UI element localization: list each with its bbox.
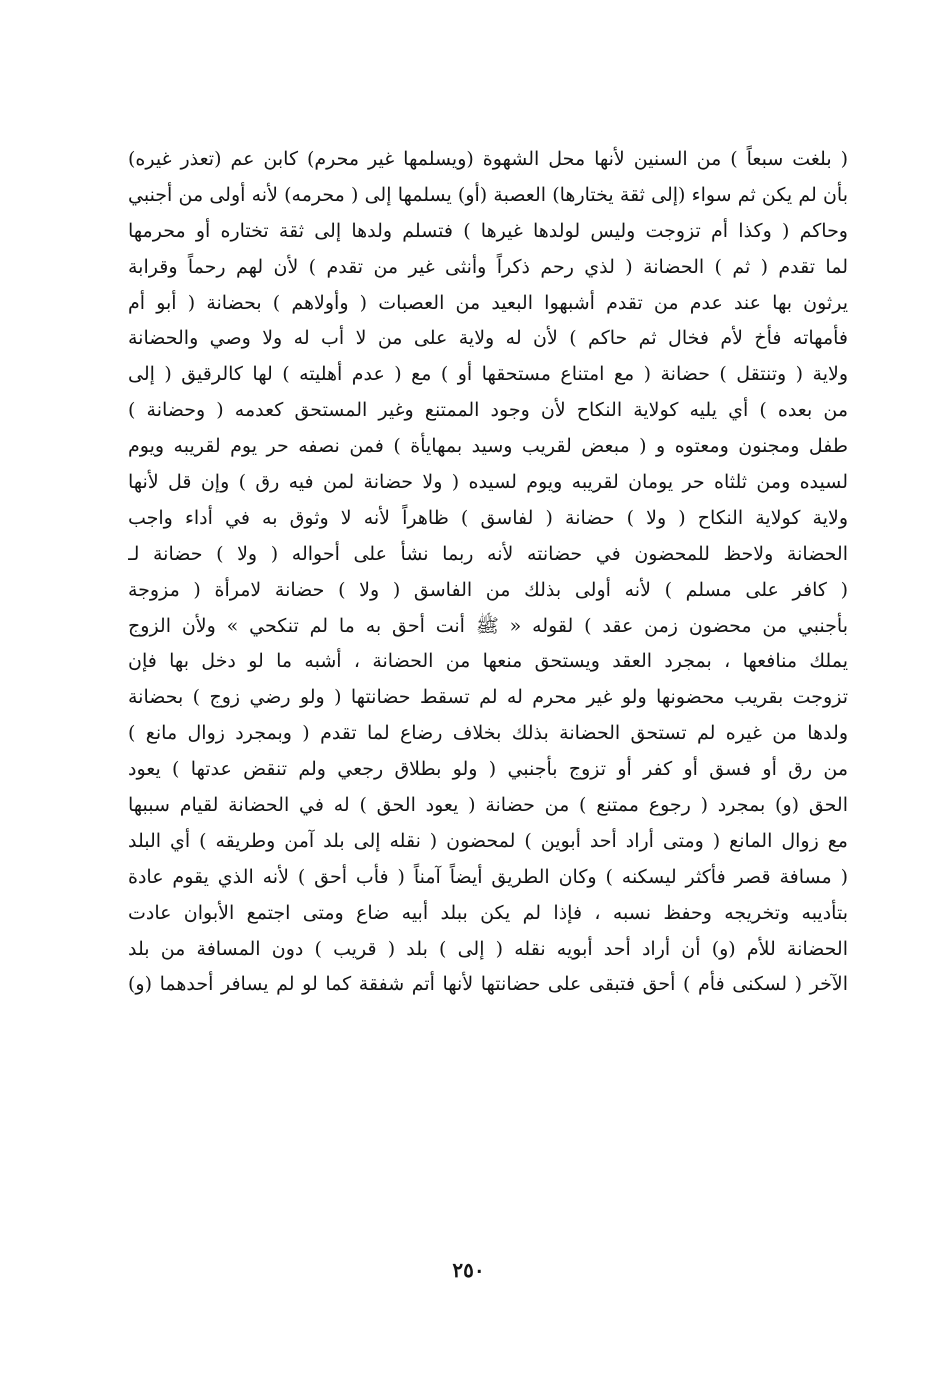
text-line: من بعده ) أي يليه كولاية النكاح لأن وجود الممتنع وغير المستحق كعدمه ( وحضانة ): [128, 399, 848, 422]
text-line: من رق أو فسق أو كفر أو تزوج بأجنبي ( ولو بطلاق رجعي ولم تنقض عدتها ) يعود: [128, 758, 848, 781]
text-line: طفل ومجنون ومعتوه و ( مبعض لقريب وسيد بمهايأة ) فمن نصفه حر يوم لقريبه ويوم: [128, 435, 848, 458]
text-line: ولدها من غيره لم تستحق الحضانة بذلك بخلاف رضاع لما تقدم ( وبمجرد زوال مانع ): [128, 722, 848, 745]
text-line: الحضانة للأم (و) أن أراد أحد أبويه نقله ( إلى ) بلد ( قريب ) دون المسافة من بلد: [128, 937, 848, 960]
body-text: [128, 142, 848, 1003]
text-line: الحق (و) بمجرد ( رجوع ممتنع ) من حضانة ( يعود الحق ) له في الحضانة لقيام سببها: [128, 794, 848, 817]
text-line: بتأديبه وتخريجه وحفظ نسبه ، فإذا لم يكن ببلد أبيه ضاع ومتى اجتمع الأبوان عادت: [128, 901, 848, 924]
text-line: يرثون بها عند عدم من تقدم أشبهوا البعيد من العصبات ( وأولاهم ) بحضانة ( أبو أم: [128, 291, 848, 314]
text-line: مع زوال المانع ( ومتى أراد أحد أبوين ) لمحضون ( نقله إلى بلد آمن وطريقه ) أي البلد: [128, 829, 848, 852]
text-line: يملك منافعها ، بمجرد العقد ويستحق منعها من الحضانة ، أشبه ما لو دخل بها فإن: [128, 650, 848, 673]
text-line: الآخر ( لسكنى فأم ) أحق فتبقى على حضانتها لأنها أتم شفقة كما لو لم يسافر أحدهما (و): [128, 973, 848, 996]
text-line: لسيده ومن ثلثاه حر يومان لقريبه ويوم لسيده ( ولا حضانة لمن فيه رق ) وإن قل لأنها: [128, 471, 848, 494]
text-line: ( مسافة قصر فأكثر ليسكنه ) وكان الطريق أيضاً آمناً ( فأب أحق ) لأنه الذي يقوم عادة: [128, 865, 848, 888]
text-line: ولاية كولاية النكاح ( ولا ) حضانة ( لفاسق ) ظاهراً لأنه لا وثوق به في أداء واجب: [128, 506, 848, 529]
text-line: لما تقدم ( ثم ) الحضانة ( لذي رحم ذكراً وأنثى غير من تقدم ) لأن لهم رحماً وقرابة: [128, 255, 848, 278]
page-number: ٢٥٠: [452, 1258, 485, 1282]
text-line: بأن لم يكن ثم سواء (إلى ثقة يختارها) العصبة (أو) يسلمها إلى ( محرمه) لأنه أولى من أجنبي: [128, 183, 848, 206]
text-line: ولاية ( وتنتقل ) حضانة ( مع امتناع مستحقها أو ) مع ( عدم أهليته ) لها كالرقيق ( إلى: [128, 363, 848, 386]
text-line: تزوجت بقريب محضونها ولو غير محرم له لم تسقط حضانتها ( ولو رضي زوج ) بحضانة: [128, 686, 848, 709]
text-line: وحاكم ( وكذا أم تزوجت وليس لولدها غيرها ) فتسلم ولدها إلى ثقة تختاره أو محرمها: [128, 219, 848, 242]
text-line: الحضانة ولاحظ للمحضون في حضانته لأنه ربما نشأ على أحواله ( ولا ) حضانة لـ: [128, 542, 848, 565]
text-line: بأجنبي من محضون زمن عقد ) لقوله « ﷺ أنت أحق به ما لم تنكحي » ولأن الزوج: [128, 614, 848, 637]
text-line: ( بلغت سبعاً ) من السنين لأنها محل الشهوة (ويسلمها غير محرم) كابن عم (تعذر غيره): [128, 148, 848, 170]
text-line: فأمهاته فأخ لأم فخال ثم حاكم ) لأن له ولاية على من لا أب له ولا وصي والحضانة: [128, 327, 848, 350]
text-line: ( كافر على مسلم ) لأنه أولى بذلك من الفاسق ( ولا ) حضانة لامرأة ( مزوجة: [128, 578, 848, 601]
